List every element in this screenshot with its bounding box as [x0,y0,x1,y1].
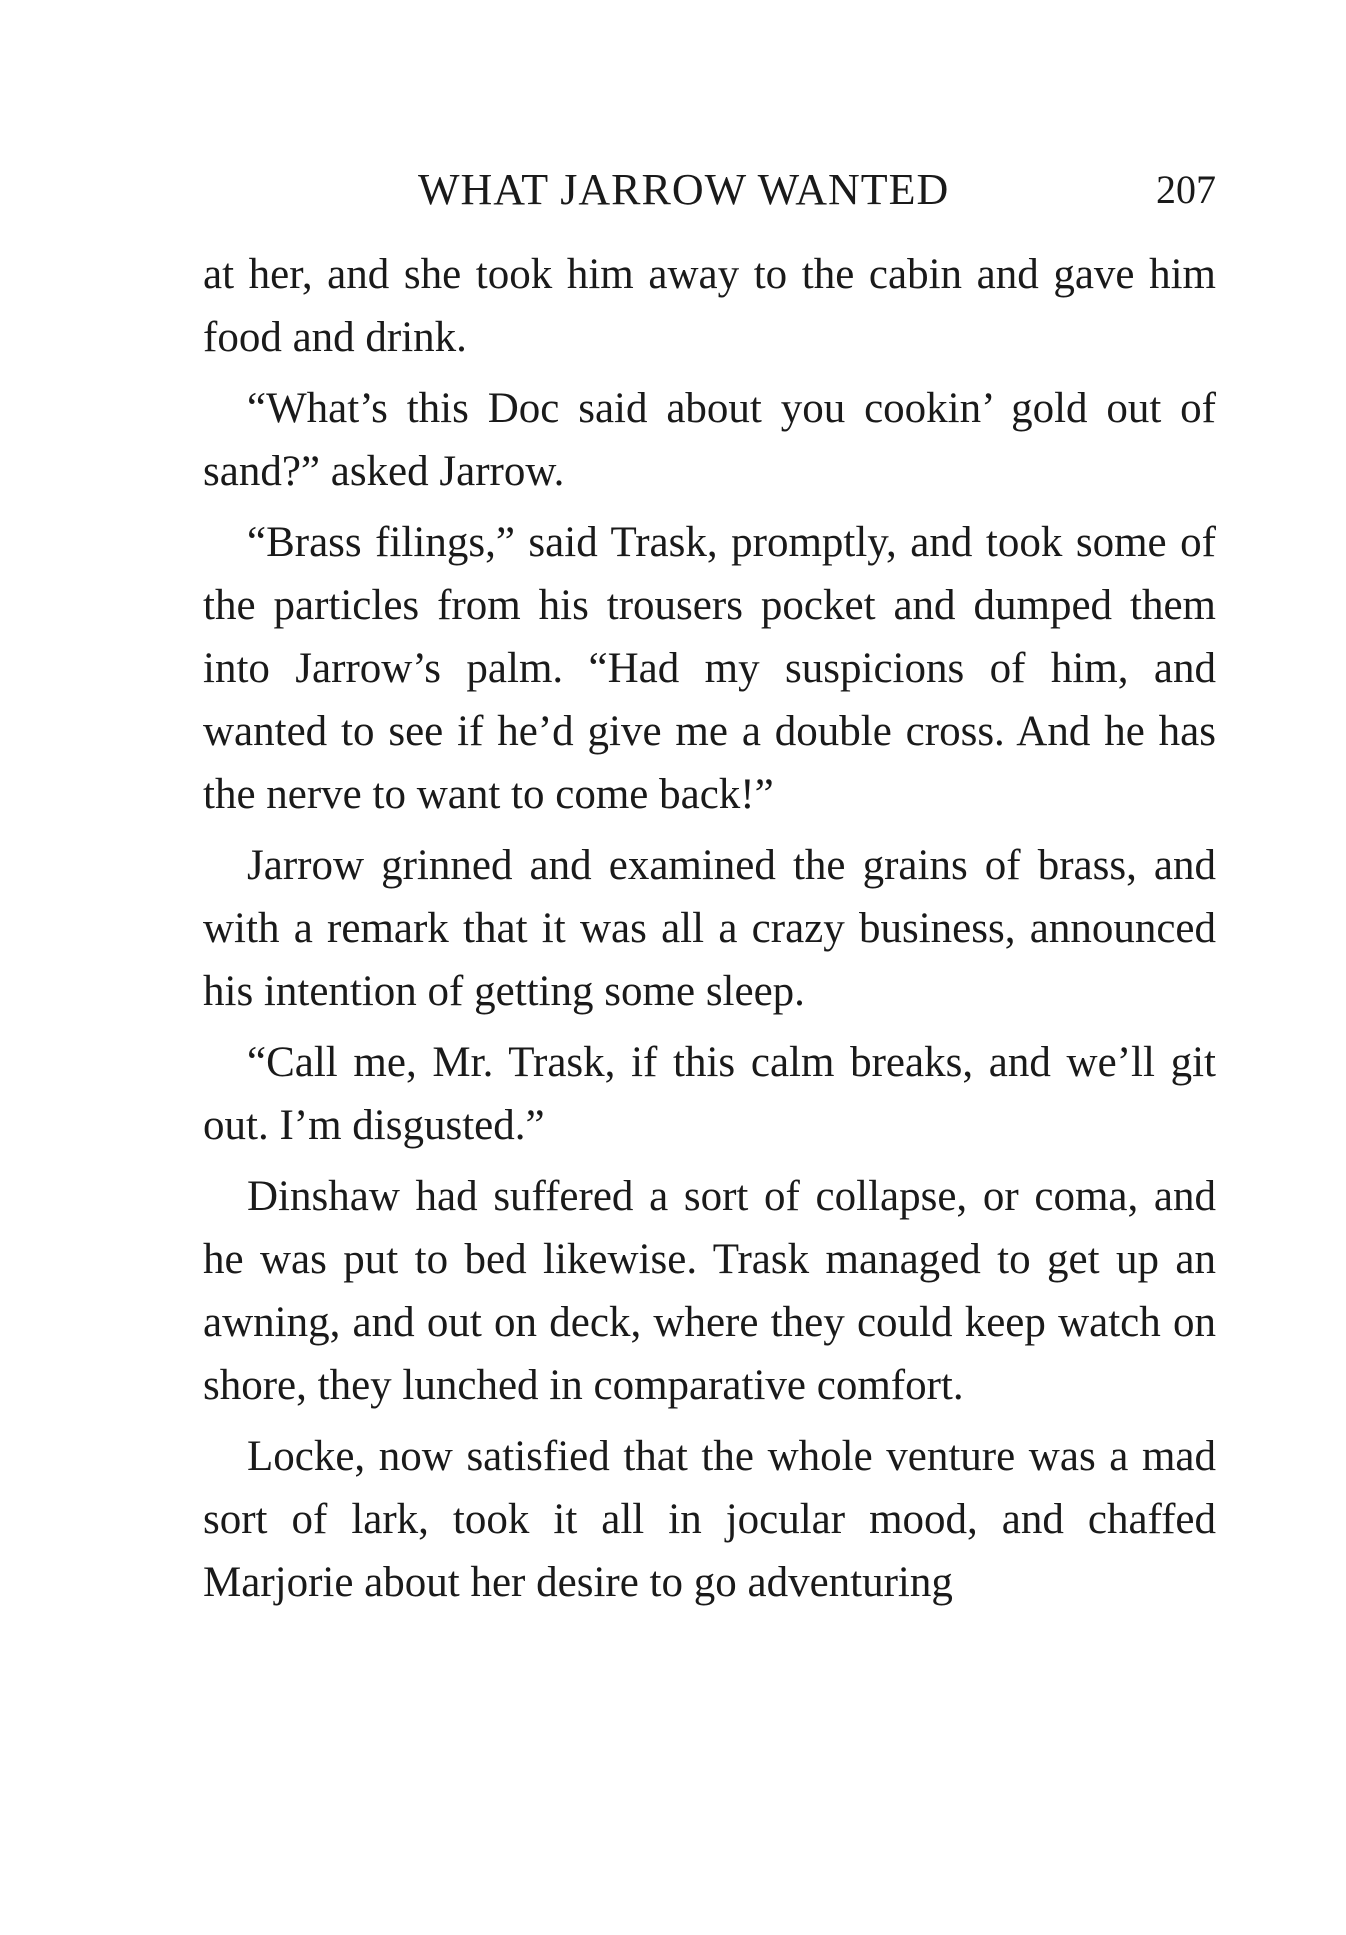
running-title: WHAT JARROW WANTED [418,165,950,214]
paragraph: Jarrow grinned and examined the grains of brass, and with a remark that it was all a crazy business, announced his intention of getting some sleep. [203,842,1216,1015]
paragraph: “Call me, Mr. Trask, if this calm breaks, and we’ll git out. I’m disgusted.” [203,1039,1216,1149]
paragraph: Locke, now satisfied that the whole venture was a mad sort of lark, took it all in jocular mood, and chaffed Marjorie about her desire to go adventuring [203,1433,1216,1606]
paragraph: “Brass filings,” said Trask, promptly, and took some of the particles from his trousers pocket and dumped them into Jarrow’s palm. “Had my suspicions of him, and wanted to see if he’d give me a double cross. And he has the nerve to want to come back!” [203,519,1216,818]
paragraph: Dinshaw had suffered a sort of collapse, or coma, and he was put to bed likewise. Trask managed to get up an awning, and out on deck, where they could keep watch on shore, they lunched in comparative comfort. [203,1173,1216,1409]
paragraph-continued: at her, and she took him away to the cabin and gave him food and drink. [203,251,1216,361]
body-text [203,243,1216,1622]
paragraph: “What’s this Doc said about you cookin’ gold out of sand?” asked Jarrow. [203,385,1216,495]
page-number: 207 [1156,167,1216,212]
running-head [203,160,1216,220]
